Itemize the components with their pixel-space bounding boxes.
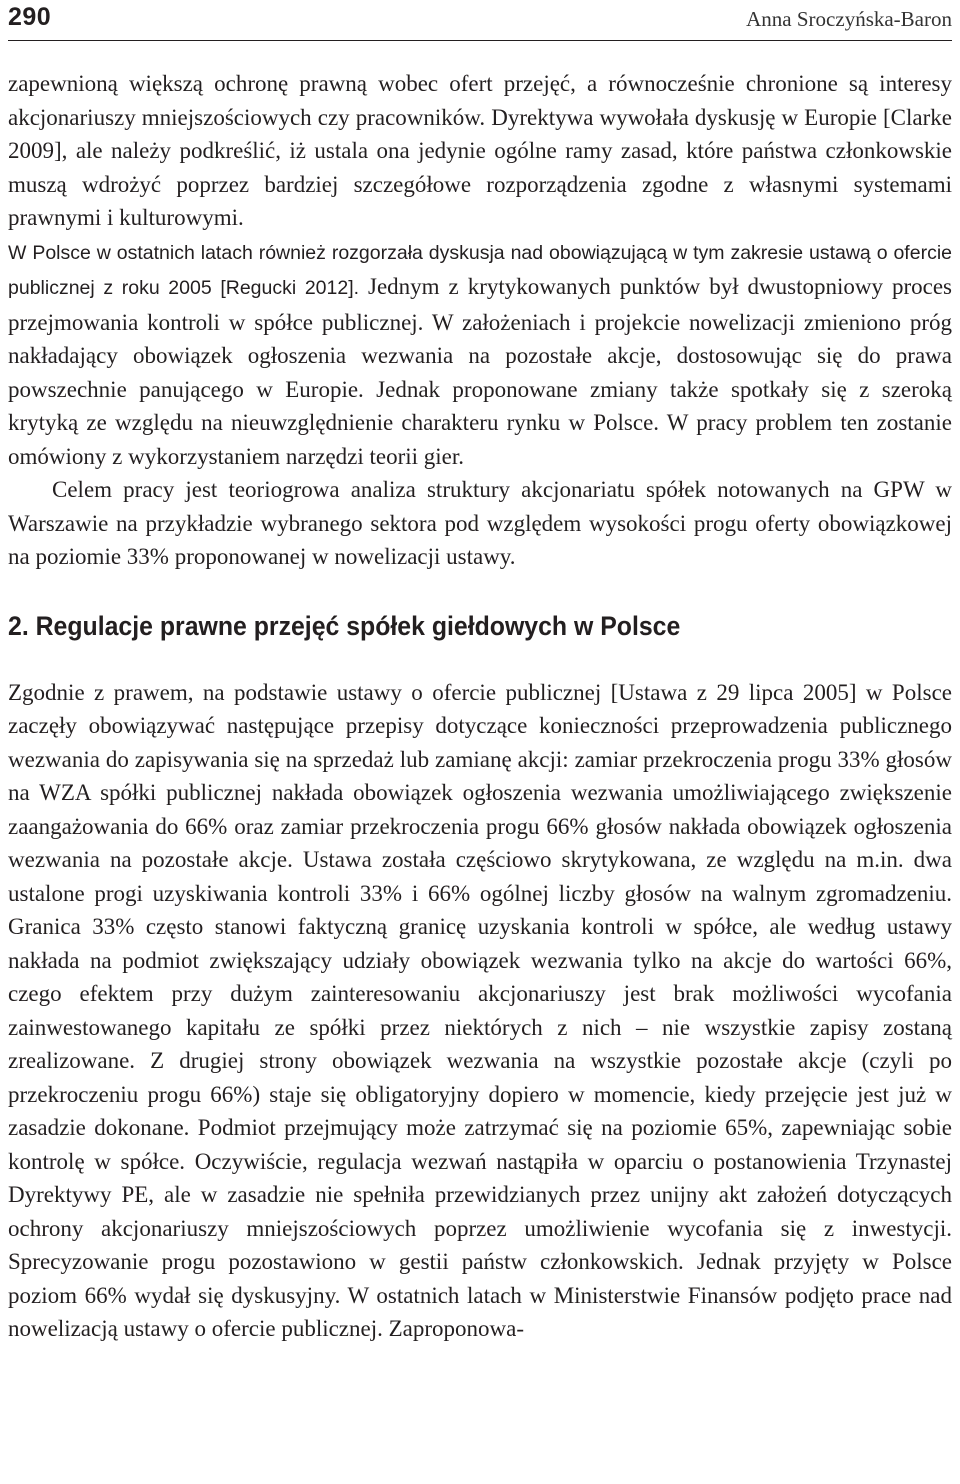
intro-paragraph-1-text: zapewnioną większą ochronę prawną wobec ofert przejęć, a równocześnie chronione są interesy akcjonariuszy mniejszościowych czy pracowników. Dyrektywa wywołała dyskusję w Europie [Clarke 2009], ale należy podkreślić, iż ustala ona jedynie ogólne ramy zasad, które państwa członkowskie muszą wdrożyć poprzez bardziej szczegółowe rozporządzenia zgodne z własnymi systemami prawnymi i kulturowymi. bbox=[8, 71, 952, 230]
section-heading: 2. Regulacje prawne przejęć spółek giełdowych w Polsce bbox=[8, 610, 681, 641]
intro-paragraph-1 bbox=[8, 67, 952, 235]
intro-paragraph-2c-text: W założeniach i projekcie nowelizacji zmieniono próg nakładający obowiązek ogłoszenia wezwania na pozostałe akcje, dostosowując się do prawa powszechnie panującego w Europie. Jednak proponowane zmiany także spotkały się z szeroką krytyką ze względu na nieuwzględnienie charakteru rynku w Polsce. W pracy problem ten zostanie omówiony z wykorzystaniem narzędzi teorii gier. bbox=[8, 309, 952, 469]
header-author: Anna Sroczyńska-Baron bbox=[746, 7, 952, 31]
section-paragraph-1 bbox=[8, 676, 952, 1346]
intro-paragraph-3 bbox=[8, 473, 952, 574]
intro-paragraph-2b-text: Jednym z krytykowanych punktów był dwustopniowy proces przejmowania kontroli w spółce publicznej. bbox=[8, 274, 952, 335]
page-number: 290 bbox=[8, 3, 52, 31]
document-page bbox=[8, 0, 952, 1346]
running-header bbox=[8, 0, 952, 41]
section-paragraph-1-text: Zgodnie z prawem, na podstawie ustawy o ofercie publicznej [Ustawa z 29 lipca 2005] w Polsce zaczęły obowiązywać następujące przepisy dotyczące konieczności przeprowadzenia publicznego wezwania do zapisywania się na sprzedaż lub zamianę akcji: zamiar przekroczenia progu 33% głosów na WZA spółki publicznej nakłada obowiązek ogłoszenia wezwania umożliwiającego zwiększenie zaangażowania do 66% oraz zamiar przekroczenia progu 66% głosów nakłada obowiązek ogłoszenia wezwania na pozostałe akcje. Ustawa została częściowo skrytykowana, ze względu na m.in. dwa ustalone progi uzyskiwania kontroli 33% i 66% ogólnej liczby głosów na walnym zgromadzeniu. Granica 33% często stanowi faktyczną granicę uzyskania kontroli w spółce, ale według ustawy nakłada na podmiot zwiększający udziały obowiązek wezwania tylko na akcje do wartości 66%, czego efektem przy dużym zainteresowaniu akcjonariuszy jest brak możliwości wycofania zainwestowanego kapitału ze spółki przez niektórych z nich – nie wszystkie zapisy zostaną zrealizowane. Z drugiej strony obowiązek wezwania na wszystkie pozostałe akcje (czyli po przekroczeniu progu 66%) staje się obligatoryjny dopiero w momencie, kiedy przejęcie jest już w zasadzie dokonane. Podmiot przejmujący może zatrzymać się na poziomie 65%, zapewniając sobie kontrolę w spółce. Oczywiście, regulacja wezwań nastąpiła w oparciu o postanowienia Trzynastej Dyrektywy PE, ale w zasadzie nie spełniła przewidzianych przez unijny akt założeń dotyczących ochrony akcjonariuszy mniejszościowych poprzez umożliwienie wycofania się z inwestycji. Sprecyzowanie progu pozostawiono w gestii państw członkowskich. Jednak przyjęty w Polsce poziom 66% wydał się dyskusyjny. W ostatnich latach w Ministerstwie Finansów podjęto prace nad nowelizacją ustawy o ofercie publicznej. Zaproponowa- bbox=[8, 679, 952, 1341]
intro-text bbox=[8, 67, 952, 574]
intro-paragraph-2 bbox=[8, 235, 952, 474]
section-text bbox=[8, 676, 952, 1346]
intro-paragraph-3-text: Celem pracy jest teoriogrowa analiza struktury akcjonariatu spółek notowanych na GPW w Warszawie na przykładzie wybranego sektora pod względem wysokości progu oferty obowiązkowej na poziomie 33% proponowanej w nowelizacji ustawy. bbox=[8, 477, 952, 569]
intro-paragraph-2-text: W Polsce w ostatnich latach również rozgorzała dyskusja nad obowiązującą w tym zakresie ustawą o ofercie publicznej z roku 2005 [Regucki 2012]. bbox=[8, 241, 952, 299]
